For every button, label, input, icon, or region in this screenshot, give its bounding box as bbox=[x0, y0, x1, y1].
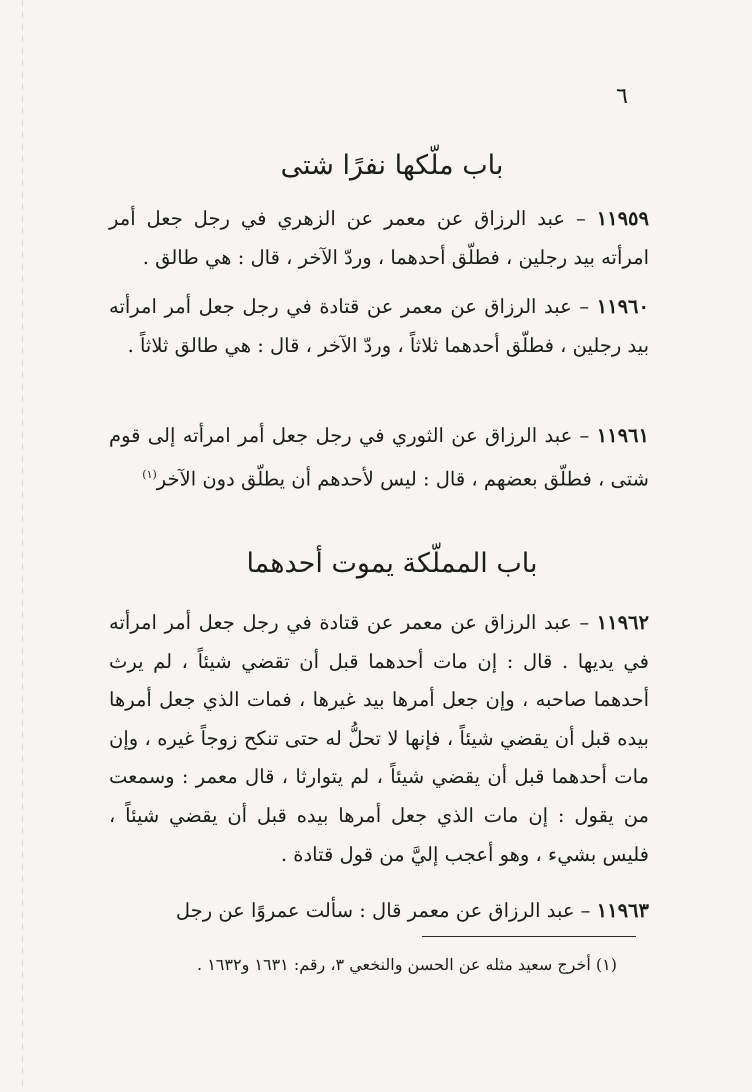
entry-text: – عبد الرزاق عن الثوري في رجل جعل أمر امرأته إلى قوم شتى ، فطلّق بعضهم ، قال : ليس لأحدهم أن يطلّق دون الآخر bbox=[109, 424, 649, 491]
entry-text: – عبد الرزاق عن معمر عن قتادة في رجل جعل أمر امرأته في يديها . قال : إن مات أحدهما قبل أن تقضي شيئاً ، لم يرث أحدهما صاحبه ، وإن جعل أمرها بيد غيرها ، فمات الذي جعل أمرها بيده قبل أن يقضي شيئاً ، فإنها لا تحلُّ له حتى تنكح زوجاً غيره ، وإن مات أحدهما قبل أن يقضي شيئاً ، لم يتوارثا ، قال معمر : وسمعت من يقول : إن مات الذي جعل أمرها بيده قبل أن يقضي شيئاً ، فليس بشيء ، وهو أعجب إليَّ من قول قتادة . bbox=[109, 611, 649, 866]
footnote-divider bbox=[422, 936, 636, 937]
entry-number: ١١٩٥٩ bbox=[596, 207, 649, 230]
hadith-entry bbox=[109, 604, 649, 874]
entry-text: – عبد الرزاق عن معمر عن الزهري في رجل جعل أمر امرأته بيد رجلين ، فطلّق أحدهما ، وردّ الآخر ، قال : هي طالق . bbox=[109, 207, 649, 269]
entry-text: – عبد الرزاق عن معمر عن قتادة في رجل جعل أمر امرأته بيد رجلين ، فطلّق أحدهما ثلاثاً ، وردّ الآخر ، قال : هي طالق ثلاثاً . bbox=[109, 295, 649, 357]
entry-number: ١١٩٦١ bbox=[596, 424, 649, 447]
footnote: (١) أخرج سعيد مثله عن الحسن والنخعي ٣، رقم: ١٦٣١ و١٦٣٢ . bbox=[197, 955, 617, 974]
section-title: باب المملّكة يموت أحدهما bbox=[246, 548, 538, 579]
hadith-entry bbox=[109, 288, 649, 365]
footnote-reference[interactable]: (١) bbox=[142, 467, 157, 481]
hadith-entry bbox=[109, 200, 649, 277]
entry-number: ١١٩٦٣ bbox=[596, 899, 649, 922]
entry-number: ١١٩٦٠ bbox=[596, 295, 649, 318]
hadith-entry bbox=[109, 417, 649, 499]
entry-text: – عبد الرزاق عن معمر قال : سألت عمروًا عن رجل bbox=[175, 899, 591, 922]
page-number: ٦ bbox=[616, 84, 628, 109]
entry-number: ١١٩٦٢ bbox=[596, 611, 649, 634]
section-title: باب ملّكها نفرًا شتى bbox=[280, 150, 504, 181]
scan-gutter-line bbox=[22, 0, 23, 1092]
hadith-entry bbox=[109, 892, 649, 931]
